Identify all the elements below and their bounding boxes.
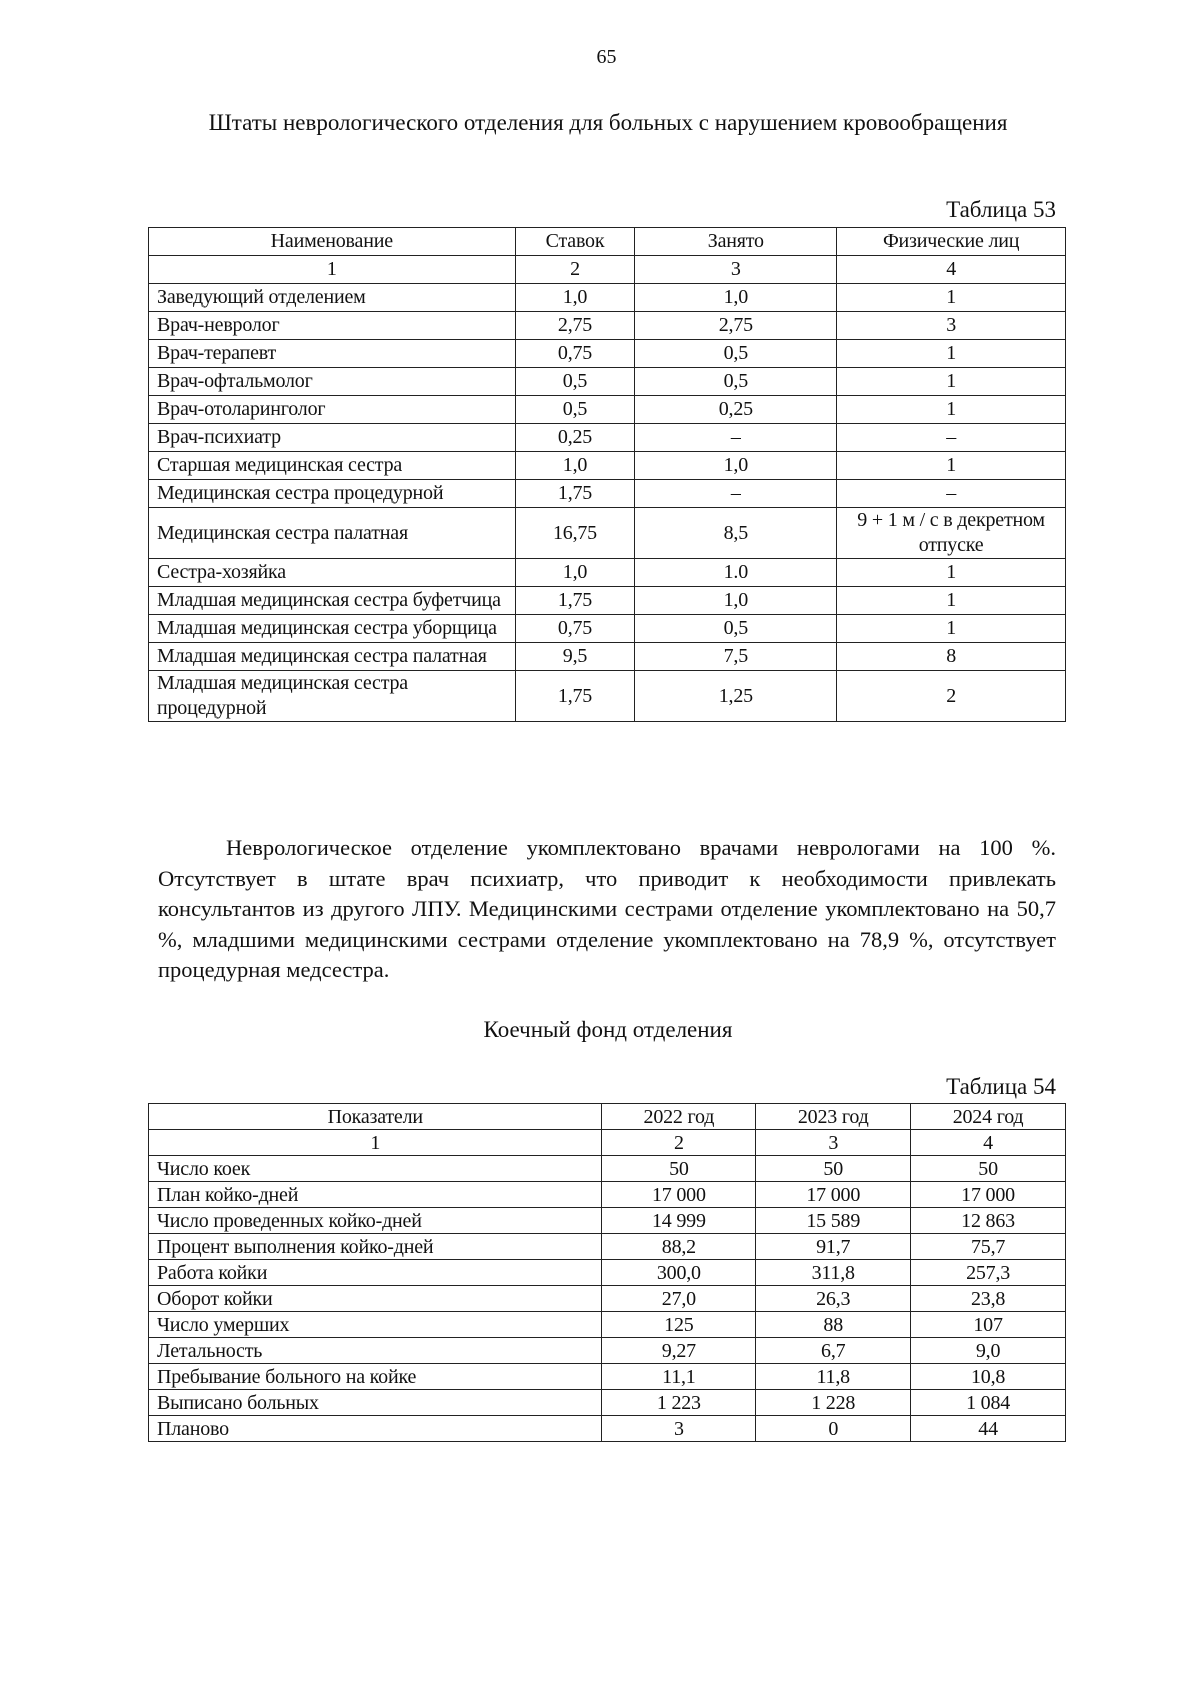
row-label-cell: Врач-терапевт xyxy=(149,340,516,368)
staff-table xyxy=(148,227,1066,722)
value-cell: Ставок xyxy=(515,228,635,256)
value-cell: 2 xyxy=(837,671,1066,722)
table-53-label: Таблица 53 xyxy=(946,197,1056,222)
value-cell: 15 589 xyxy=(756,1208,911,1234)
table-54-label: Таблица 54 xyxy=(946,1074,1056,1099)
value-cell: 8 xyxy=(837,643,1066,671)
value-cell: 1 xyxy=(837,396,1066,424)
value-cell: 300,0 xyxy=(602,1260,756,1286)
bed-fund-table xyxy=(148,1103,1066,1442)
body-paragraph: Неврологическое отделение укомплектовано врачами неврологами на 100 %. Отсутствует в штате врач психиатр, что приводит к необходимости привлекать консультантов из другого ЛПУ. Медицинскими сестрами отделение укомплектовано на 50,7 %, младшими медицинскими сестрами отделение укомплектовано на 78,9 %, отсутствует процедурная медсестра. xyxy=(158,835,1056,982)
value-cell: 88 xyxy=(756,1312,911,1338)
column-number-row xyxy=(149,1130,1066,1156)
value-cell: 1 xyxy=(837,284,1066,312)
table-row xyxy=(149,312,1066,340)
value-cell: 257,3 xyxy=(911,1260,1066,1286)
table-row xyxy=(149,1312,1066,1338)
value-cell: 9,5 xyxy=(515,643,635,671)
value-cell: 1,25 xyxy=(635,671,837,722)
table-row xyxy=(149,1416,1066,1442)
value-cell: 0,5 xyxy=(635,340,837,368)
row-label-cell: Младшая медицинская сестра палатная xyxy=(149,643,516,671)
table-row xyxy=(149,1260,1066,1286)
value-cell: 1 xyxy=(837,340,1066,368)
table-row xyxy=(149,1182,1066,1208)
value-cell: 2023 год xyxy=(756,1104,911,1130)
value-cell: 1,0 xyxy=(635,284,837,312)
value-cell: 14 999 xyxy=(602,1208,756,1234)
value-cell: 3 xyxy=(635,256,837,284)
value-cell: 16,75 xyxy=(515,508,635,559)
value-cell: 7,5 xyxy=(635,643,837,671)
value-cell: 26,3 xyxy=(756,1286,911,1312)
row-label-cell: Число коек xyxy=(149,1156,602,1182)
table-row xyxy=(149,340,1066,368)
value-cell: 9,0 xyxy=(911,1338,1066,1364)
row-label-cell: Процент выполнения койко-дней xyxy=(149,1234,602,1260)
value-cell: 1 223 xyxy=(602,1390,756,1416)
value-cell: 1 xyxy=(837,559,1066,587)
row-label-cell: Врач-психиатр xyxy=(149,424,516,452)
value-cell: 4 xyxy=(837,256,1066,284)
value-cell: 6,7 xyxy=(756,1338,911,1364)
value-cell: 1,0 xyxy=(515,559,635,587)
value-cell: 12 863 xyxy=(911,1208,1066,1234)
value-cell: 1 xyxy=(837,615,1066,643)
row-label-cell: Работа койки xyxy=(149,1260,602,1286)
value-cell: – xyxy=(635,424,837,452)
value-cell: 107 xyxy=(911,1312,1066,1338)
table-53-heading: Штаты неврологического отделения для больных с нарушением кровообращения xyxy=(208,110,1008,135)
table-row xyxy=(149,452,1066,480)
header-row xyxy=(149,228,1066,256)
value-cell: 3 xyxy=(756,1130,911,1156)
header-row xyxy=(149,1104,1066,1130)
value-cell: 1,0 xyxy=(515,452,635,480)
value-cell: 2022 год xyxy=(602,1104,756,1130)
value-cell: 1 xyxy=(837,452,1066,480)
value-cell: 0,75 xyxy=(515,615,635,643)
table-row xyxy=(149,480,1066,508)
value-cell: 125 xyxy=(602,1312,756,1338)
value-cell: 0 xyxy=(756,1416,911,1442)
row-label-cell: Врач-отоларинголог xyxy=(149,396,516,424)
value-cell: 0,5 xyxy=(515,368,635,396)
value-cell: 3 xyxy=(602,1416,756,1442)
row-label-cell: 1 xyxy=(149,1130,602,1156)
value-cell: 1 084 xyxy=(911,1390,1066,1416)
row-label-cell: Медицинская сестра палатная xyxy=(149,508,516,559)
value-cell: Физические лиц xyxy=(837,228,1066,256)
table-row xyxy=(149,1390,1066,1416)
table-row xyxy=(149,1208,1066,1234)
value-cell: – xyxy=(635,480,837,508)
page-number: 65 xyxy=(596,46,617,68)
table-row xyxy=(149,1338,1066,1364)
value-cell: 9 + 1 м / с в декретном отпуске xyxy=(837,508,1066,559)
value-cell: 11,1 xyxy=(602,1364,756,1390)
table-row xyxy=(149,615,1066,643)
value-cell: 1 xyxy=(837,368,1066,396)
row-label-cell: Младшая медицинская сестра буфетчица xyxy=(149,587,516,615)
value-cell: 50 xyxy=(602,1156,756,1182)
row-label-cell: Младшая медицинская сестра уборщица xyxy=(149,615,516,643)
value-cell: 8,5 xyxy=(635,508,837,559)
value-cell: 0,5 xyxy=(635,368,837,396)
row-label-cell: План койко-дней xyxy=(149,1182,602,1208)
row-label-cell: Сестра-хозяйка xyxy=(149,559,516,587)
value-cell: 1,75 xyxy=(515,671,635,722)
row-label-cell: Показатели xyxy=(149,1104,602,1130)
value-cell: 2,75 xyxy=(515,312,635,340)
value-cell: 50 xyxy=(911,1156,1066,1182)
value-cell: 2024 год xyxy=(911,1104,1066,1130)
row-label-cell: Летальность xyxy=(149,1338,602,1364)
table-row xyxy=(149,284,1066,312)
value-cell: 0,75 xyxy=(515,340,635,368)
value-cell: 1 xyxy=(837,587,1066,615)
row-label-cell: Заведующий отделением xyxy=(149,284,516,312)
table-54-heading: Коечный фонд отделения xyxy=(483,1017,733,1042)
value-cell: 0,5 xyxy=(635,615,837,643)
value-cell: 1 228 xyxy=(756,1390,911,1416)
row-label-cell: Врач-офтальмолог xyxy=(149,368,516,396)
table-row xyxy=(149,508,1066,559)
row-label-cell: Врач-невролог xyxy=(149,312,516,340)
value-cell: 2,75 xyxy=(635,312,837,340)
value-cell: 0,5 xyxy=(515,396,635,424)
value-cell: 1,0 xyxy=(635,452,837,480)
value-cell: 9,27 xyxy=(602,1338,756,1364)
row-label-cell: Младшая медицинская сестра процедурной xyxy=(149,671,516,722)
table-row xyxy=(149,424,1066,452)
value-cell: 17 000 xyxy=(911,1182,1066,1208)
value-cell: 1,0 xyxy=(635,587,837,615)
table-row xyxy=(149,1364,1066,1390)
value-cell: 3 xyxy=(837,312,1066,340)
value-cell: 17 000 xyxy=(756,1182,911,1208)
value-cell: 88,2 xyxy=(602,1234,756,1260)
value-cell: 0,25 xyxy=(515,424,635,452)
value-cell: 91,7 xyxy=(756,1234,911,1260)
value-cell: 27,0 xyxy=(602,1286,756,1312)
row-label-cell: Старшая медицинская сестра xyxy=(149,452,516,480)
row-label-cell: Пребывание больного на койке xyxy=(149,1364,602,1390)
value-cell: 17 000 xyxy=(602,1182,756,1208)
value-cell: 1.0 xyxy=(635,559,837,587)
value-cell: 0,25 xyxy=(635,396,837,424)
row-label-cell: Оборот койки xyxy=(149,1286,602,1312)
table-row xyxy=(149,1234,1066,1260)
row-label-cell: Медицинская сестра процедурной xyxy=(149,480,516,508)
value-cell: – xyxy=(837,480,1066,508)
value-cell: 50 xyxy=(756,1156,911,1182)
table-row xyxy=(149,559,1066,587)
value-cell: 1,75 xyxy=(515,587,635,615)
value-cell: Занято xyxy=(635,228,837,256)
value-cell: 1,0 xyxy=(515,284,635,312)
value-cell: 2 xyxy=(515,256,635,284)
value-cell: 23,8 xyxy=(911,1286,1066,1312)
table-row xyxy=(149,396,1066,424)
column-number-row xyxy=(149,256,1066,284)
table-row xyxy=(149,587,1066,615)
value-cell: 10,8 xyxy=(911,1364,1066,1390)
row-label-cell: Число проведенных койко-дней xyxy=(149,1208,602,1234)
table-row xyxy=(149,368,1066,396)
row-label-cell: Число умерших xyxy=(149,1312,602,1338)
value-cell: 311,8 xyxy=(756,1260,911,1286)
row-label-cell: 1 xyxy=(149,256,516,284)
value-cell: 2 xyxy=(602,1130,756,1156)
table-row xyxy=(149,643,1066,671)
value-cell: 1,75 xyxy=(515,480,635,508)
row-label-cell: Наименование xyxy=(149,228,516,256)
value-cell: 11,8 xyxy=(756,1364,911,1390)
table-row xyxy=(149,1286,1066,1312)
value-cell: 4 xyxy=(911,1130,1066,1156)
row-label-cell: Выписано больных xyxy=(149,1390,602,1416)
table-row xyxy=(149,1156,1066,1182)
value-cell: – xyxy=(837,424,1066,452)
row-label-cell: Планово xyxy=(149,1416,602,1442)
value-cell: 44 xyxy=(911,1416,1066,1442)
value-cell: 75,7 xyxy=(911,1234,1066,1260)
table-row xyxy=(149,671,1066,722)
